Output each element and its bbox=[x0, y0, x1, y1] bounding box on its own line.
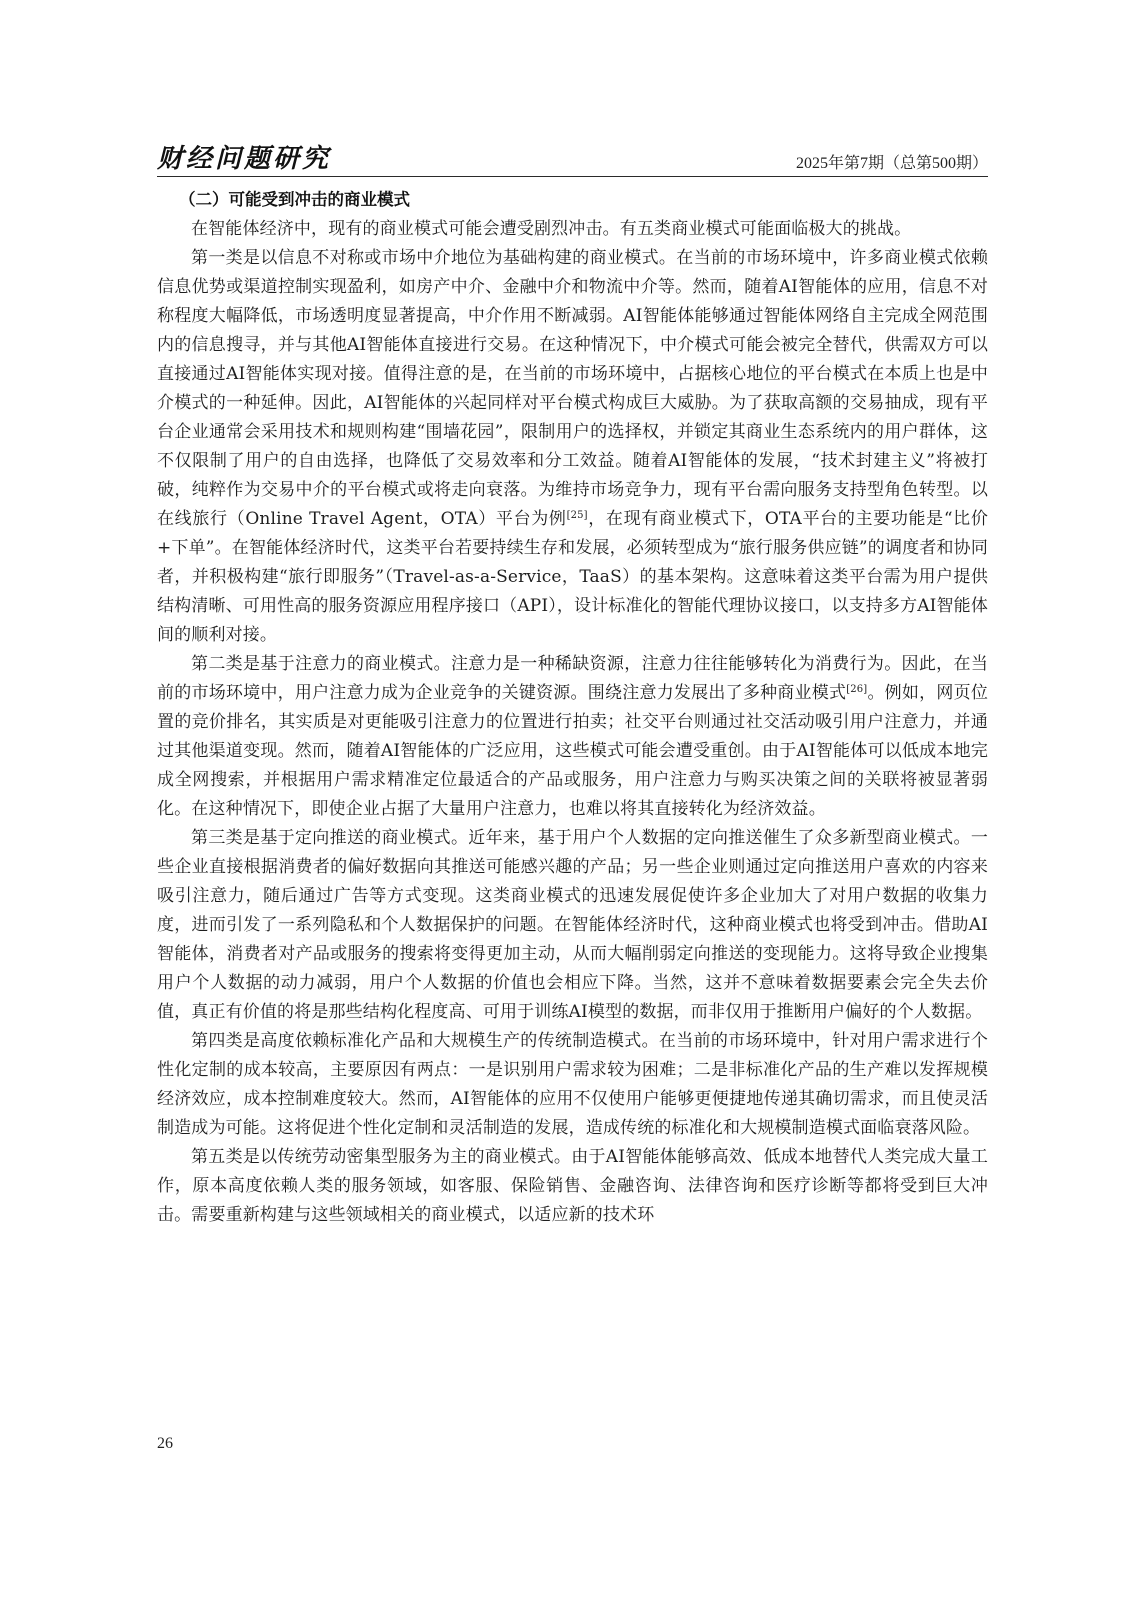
paragraph-type-1 bbox=[157, 244, 988, 650]
paragraph-text-continued: ，在现有商业模式下，OTA平台的主要功能是“比价+下单”。在智能体经济时代，这类平台若要持续生存和发展，必须转型成为“旅行服务供应链”的调度者和协同者，并积极构建“旅行即服务”（Travel-as-a-Service，TaaS）的基本架构。这意味着这类平台需为用户提供结构清晰、可用性高的服务资源应用程序接口（API），设计标准化的智能代理协议接口，以支持多方AI智能体间的顺利对接。 bbox=[157, 509, 988, 645]
citation-marker[interactable]: [25] bbox=[566, 510, 588, 521]
paragraph-type-5 bbox=[157, 1143, 988, 1230]
paragraph-type-3 bbox=[157, 824, 988, 1027]
paragraph-text: 第三类是基于定向推送的商业模式。近年来，基于用户个人数据的定向推送催生了众多新型商业模式。一些企业直接根据消费者的偏好数据向其推送可能感兴趣的产品；另一些企业则通过定向推送用户喜欢的内容来吸引注意力，随后通过广告等方式变现。这类商业模式的迅速发展促使许多企业加大了对用户数据的收集力度，进而引发了一系列隐私和个人数据保护的问题。在智能体经济时代，这种商业模式也将受到冲击。借助AI智能体，消费者对产品或服务的搜索将变得更加主动，从而大幅削弱定向推送的变现能力。这将导致企业搜集用户个人数据的动力减弱，用户个人数据的价值也会相应下降。当然，这并不意味着数据要素会完全失去价值，真正有价值的将是那些结构化程度高、可用于训练AI模型的数据，而非仅用于推断用户偏好的个人数据。 bbox=[157, 828, 988, 1022]
paragraph-type-2 bbox=[157, 650, 988, 824]
running-header bbox=[157, 136, 988, 177]
paragraph-text-continued: 。例如，网页位置的竞价排名，其实质是对更能吸引注意力的位置进行拍卖；社交平台则通过社交活动吸引用户注意力，并通过其他渠道变现。然而，随着AI智能体的广泛应用，这些模式可能会遭受重创。由于AI智能体可以低成本地完成全网搜索，并根据用户需求精准定位最适合的产品或服务，用户注意力与购买决策之间的关联将被显著弱化。在这种情况下，即使企业占据了大量用户注意力，也难以将其直接转化为经济效益。 bbox=[157, 683, 988, 819]
citation-marker[interactable]: [26] bbox=[846, 684, 868, 695]
paragraph-text: 第五类是以传统劳动密集型服务为主的商业模式。由于AI智能体能够高效、低成本地替代人类完成大量工作，原本高度依赖人类的服务领域，如客服、保险销售、金融咨询、法律咨询和医疗诊断等都将受到巨大冲击。需要重新构建与这些领域相关的商业模式，以适应新的技术环 bbox=[157, 1147, 988, 1225]
section-title: （二）可能受到冲击的商业模式 bbox=[179, 190, 410, 209]
paragraph-text: 第二类是基于注意力的商业模式。注意力是一种稀缺资源，注意力往往能够转化为消费行为。因此，在当前的市场环境中，用户注意力成为企业竞争的关键资源。围绕注意力发展出了多种商业模式 bbox=[157, 654, 988, 703]
paragraph-text: 第四类是高度依赖标准化产品和大规模生产的传统制造模式。在当前的市场环境中，针对用户需求进行个性化定制的成本较高，主要原因有两点：一是识别用户需求较为困难；二是非标准化产品的生产难以发挥规模经济效应，成本控制难度较大。然而，AI智能体的应用不仅使用户能够更便捷地传递其确切需求，而且使灵活制造成为可能。这将促进个性化定制和灵活制造的发展，造成传统的标准化和大规模制造模式面临衰落风险。 bbox=[157, 1031, 988, 1138]
paragraph-intro bbox=[157, 215, 988, 244]
page-number: 26 bbox=[157, 1435, 173, 1452]
article-body bbox=[157, 186, 988, 1230]
paragraph-type-4 bbox=[157, 1027, 988, 1143]
journal-logo: 财经问题研究 bbox=[157, 144, 332, 174]
paragraph-text: 在智能体经济中，现有的商业模式可能会遭受剧烈冲击。有五类商业模式可能面临极大的挑战。 bbox=[191, 219, 912, 239]
issue-info: 2025年第7期（总第500期） bbox=[795, 155, 988, 172]
paragraph-text: 第一类是以信息不对称或市场中介地位为基础构建的商业模式。在当前的市场环境中，许多商业模式依赖信息优势或渠道控制实现盈利，如房产中介、金融中介和物流中介等。然而，随着AI智能体的应用，信息不对称程度大幅降低，市场透明度显著提高，中介作用不断减弱。AI智能体能够通过智能体网络自主完成全网范围内的信息搜寻，并与其他AI智能体直接进行交易。在这种情况下，中介模式可能会被完全替代，供需双方可以直接通过AI智能体实现对接。值得注意的是，在当前的市场环境中，占据核心地位的平台模式在本质上也是中介模式的一种延伸。因此，AI智能体的兴起同样对平台模式构成巨大威胁。为了获取高额的交易抽成，现有平台企业通常会采用技术和规则构建“围墙花园”，限制用户的选择权，并锁定其商业生态系统内的用户群体，这不仅限制了用户的自由选择，也降低了交易效率和分工效益。随着AI智能体的发展，“技术封建主义”将被打破，纯粹作为交易中介的平台模式或将走向衰落。为维持市场竞争力，现有平台需向服务支持型角色转型。以在线旅行（Online Travel Agent，OTA）平台为例 bbox=[157, 248, 988, 529]
